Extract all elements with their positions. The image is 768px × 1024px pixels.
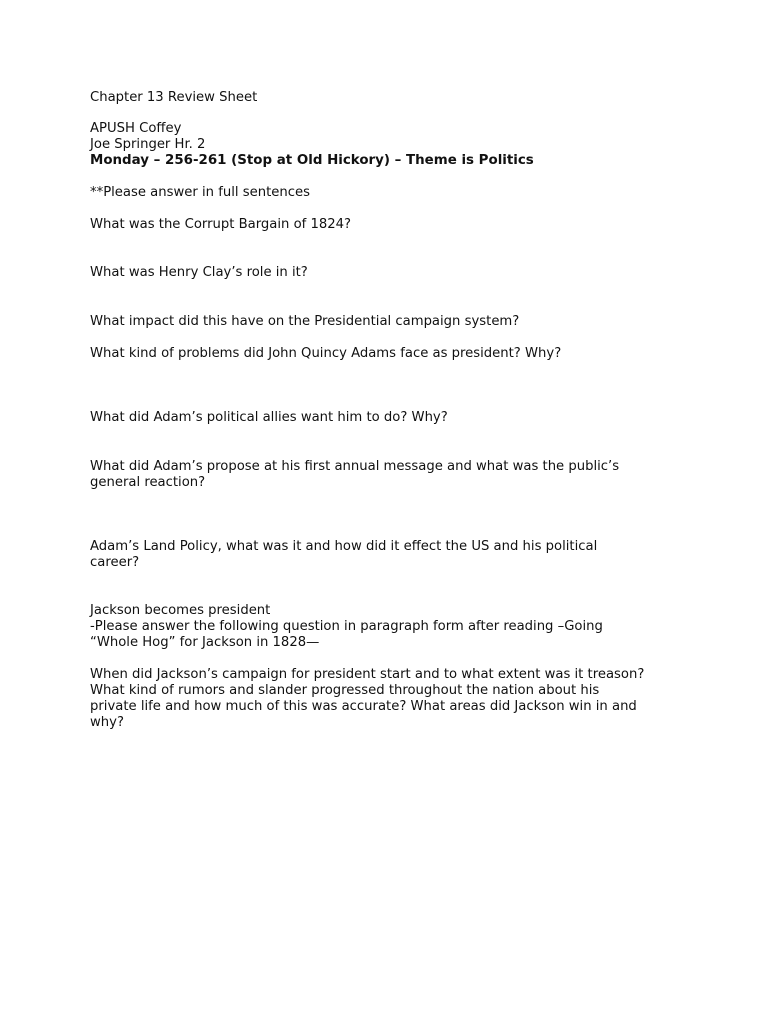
prompt-line-2: What kind of rumors and slander progressed throughout the nation about his — [90, 683, 600, 698]
question-2: What was Henry Clay’s role in it? — [90, 265, 308, 280]
question-6-line-1: What did Adam’s propose at his first annual message and what was the public’s — [90, 459, 620, 474]
question-6-line-2: general reaction? — [90, 475, 206, 490]
section-instruction-line-1: -Please answer the following question in paragraph form after reading –Going — [90, 619, 603, 634]
section-instruction-line-2: “Whole Hog” for Jackson in 1828— — [90, 635, 320, 650]
student-name: Joe Springer Hr. 2 — [90, 137, 206, 152]
question-4: What kind of problems did John Quincy Adams face as president? Why? — [90, 346, 562, 361]
prompt-line-3: private life and how much of this was accurate? What areas did Jackson win in and — [90, 699, 637, 714]
assignment-heading: Monday – 256-261 (Stop at Old Hickory) – Theme is Politics — [90, 153, 534, 168]
document-title: Chapter 13 Review Sheet — [90, 90, 258, 105]
course-name: APUSH Coffey — [90, 121, 182, 136]
question-7-line-2: career? — [90, 555, 140, 570]
question-1: What was the Corrupt Bargain of 1824? — [90, 217, 352, 232]
section-heading: Jackson becomes president — [90, 603, 271, 618]
prompt-line-1: When did Jackson’s campaign for president start and to what extent was it treason? — [90, 667, 645, 682]
prompt-line-4: why? — [90, 715, 124, 730]
question-3: What impact did this have on the Presidential campaign system? — [90, 314, 520, 329]
instruction-text: **Please answer in full sentences — [90, 185, 310, 200]
question-5: What did Adam’s political allies want him to do? Why? — [90, 410, 448, 425]
question-7-line-1: Adam’s Land Policy, what was it and how did it effect the US and his political — [90, 539, 598, 554]
